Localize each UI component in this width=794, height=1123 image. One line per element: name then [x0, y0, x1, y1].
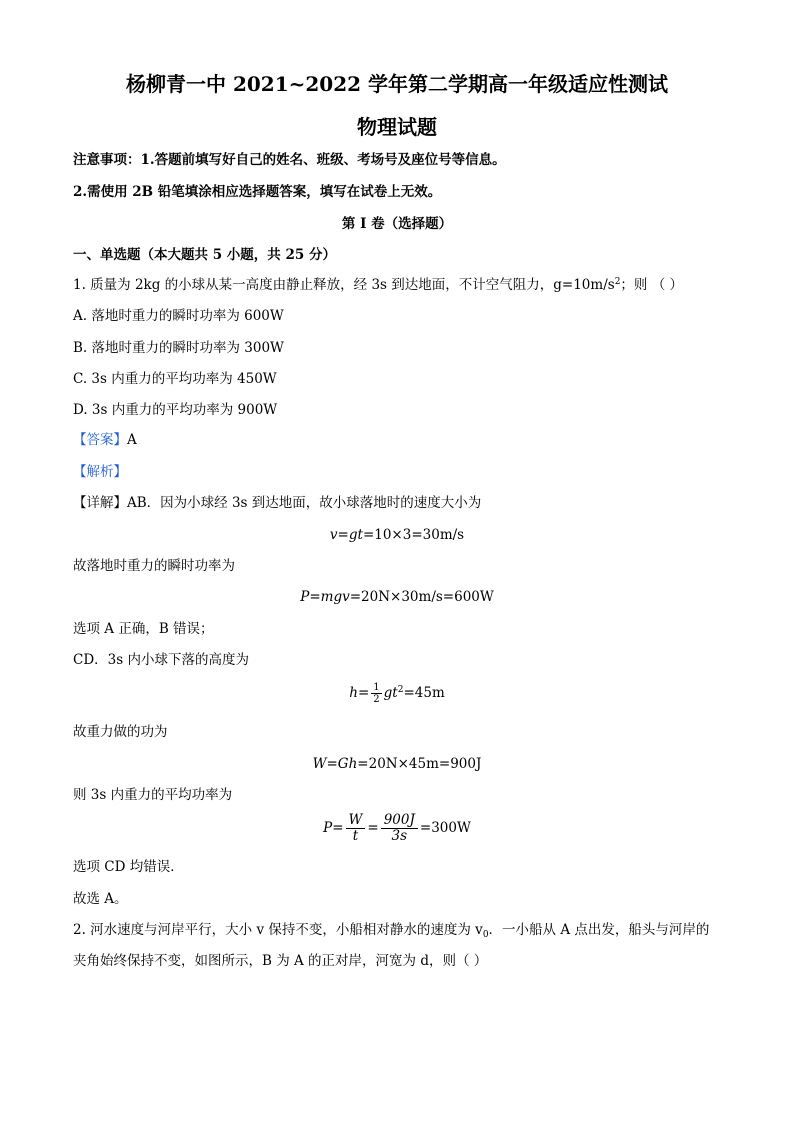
cd-intro: CD．3s 内小球下落的高度为: [73, 652, 249, 668]
equation-work: W=Gh=20N×45m=900J: [312, 756, 482, 772]
q1-option-a: A. 落地时重力的瞬时功率为 600W: [73, 308, 284, 324]
question-1-stem: [73, 276, 683, 294]
notice-line-2: 2.需使用 2B 铅笔填涂相应选择题答案，填写在试卷上无效。: [73, 184, 442, 200]
analysis-tag: 【解析】: [73, 464, 127, 480]
subject-title: 物理试题: [357, 115, 437, 139]
work-intro: 故重力做的功为: [73, 724, 168, 740]
equation-velocity: v=gt=10×3=30m/s: [329, 527, 465, 543]
q1-stem-tail: ；则 （ ）: [620, 277, 684, 293]
volume-heading: 第 I 卷（选择题）: [341, 216, 453, 232]
detail-line: 【详解】AB．因为小球经 3s 到达地面，故小球落地时的速度大小为: [73, 495, 482, 511]
power-intro: 故落地时重力的瞬时功率为: [73, 558, 235, 574]
answer-tag: 【答案】: [73, 432, 127, 448]
question-2-line-1: 2. 河水速度与河岸平行，大小 v 保持不变，小船相对静水的速度为 $v_0$．一小船从 A 点出发，船头与河岸的: [73, 922, 710, 940]
fraction-w-over-t: $\frac{W}{t}$: [346, 813, 366, 844]
notice-line-1: 注意事项：1.答题前填写好自己的姓名、班级、考场号及座位号等信息。: [73, 152, 506, 168]
q1-stem-sup: 2: [614, 277, 621, 287]
equation-avg-power: P= $\frac{W}{t}$ = $\frac{900J}{3s}$ =300W: [323, 812, 471, 844]
section-heading: 一、单选题（本大题共 5 小题，共 25 分）: [73, 247, 336, 263]
question-2-line-2: 夹角始终保持不变，如图所示，B 为 A 的正对岸，河宽为 d，则（ ）: [73, 953, 488, 969]
q1-answer: [73, 431, 137, 449]
avg-power-intro: 则 3s 内重力的平均功率为: [73, 787, 233, 803]
equation-instant-power: P=mgv=20N×30m/s=600W: [300, 589, 494, 605]
exam-title: 杨柳青一中 2021~2022 学年第二学期高一年级适应性测试: [125, 72, 668, 96]
final-choice: 故选 A。: [73, 891, 128, 907]
conclusion-ab: 选项 A 正确，B 错误；: [73, 621, 214, 637]
conclusion-cd: 选项 CD 均错误．: [73, 859, 184, 875]
fraction-half: $\frac{1}{2}$: [373, 682, 380, 705]
answer-value: A: [127, 432, 137, 448]
equation-height: h= $\frac{1}{2}$ $gt^2=45m$: [349, 682, 445, 705]
q1-option-b: B. 落地时重力的瞬时功率为 300W: [73, 340, 284, 356]
q1-stem-text: 1. 质量为 2kg 的小球从某一高度由静止释放，经 3s 到达地面，不计空气阻力，g=10m/s: [73, 277, 615, 293]
q1-option-c: C. 3s 内重力的平均功率为 450W: [73, 371, 277, 387]
fraction-900j-over-3s: $\frac{900J}{3s}$: [381, 813, 418, 844]
q1-option-d: D. 3s 内重力的平均功率为 900W: [73, 402, 278, 418]
